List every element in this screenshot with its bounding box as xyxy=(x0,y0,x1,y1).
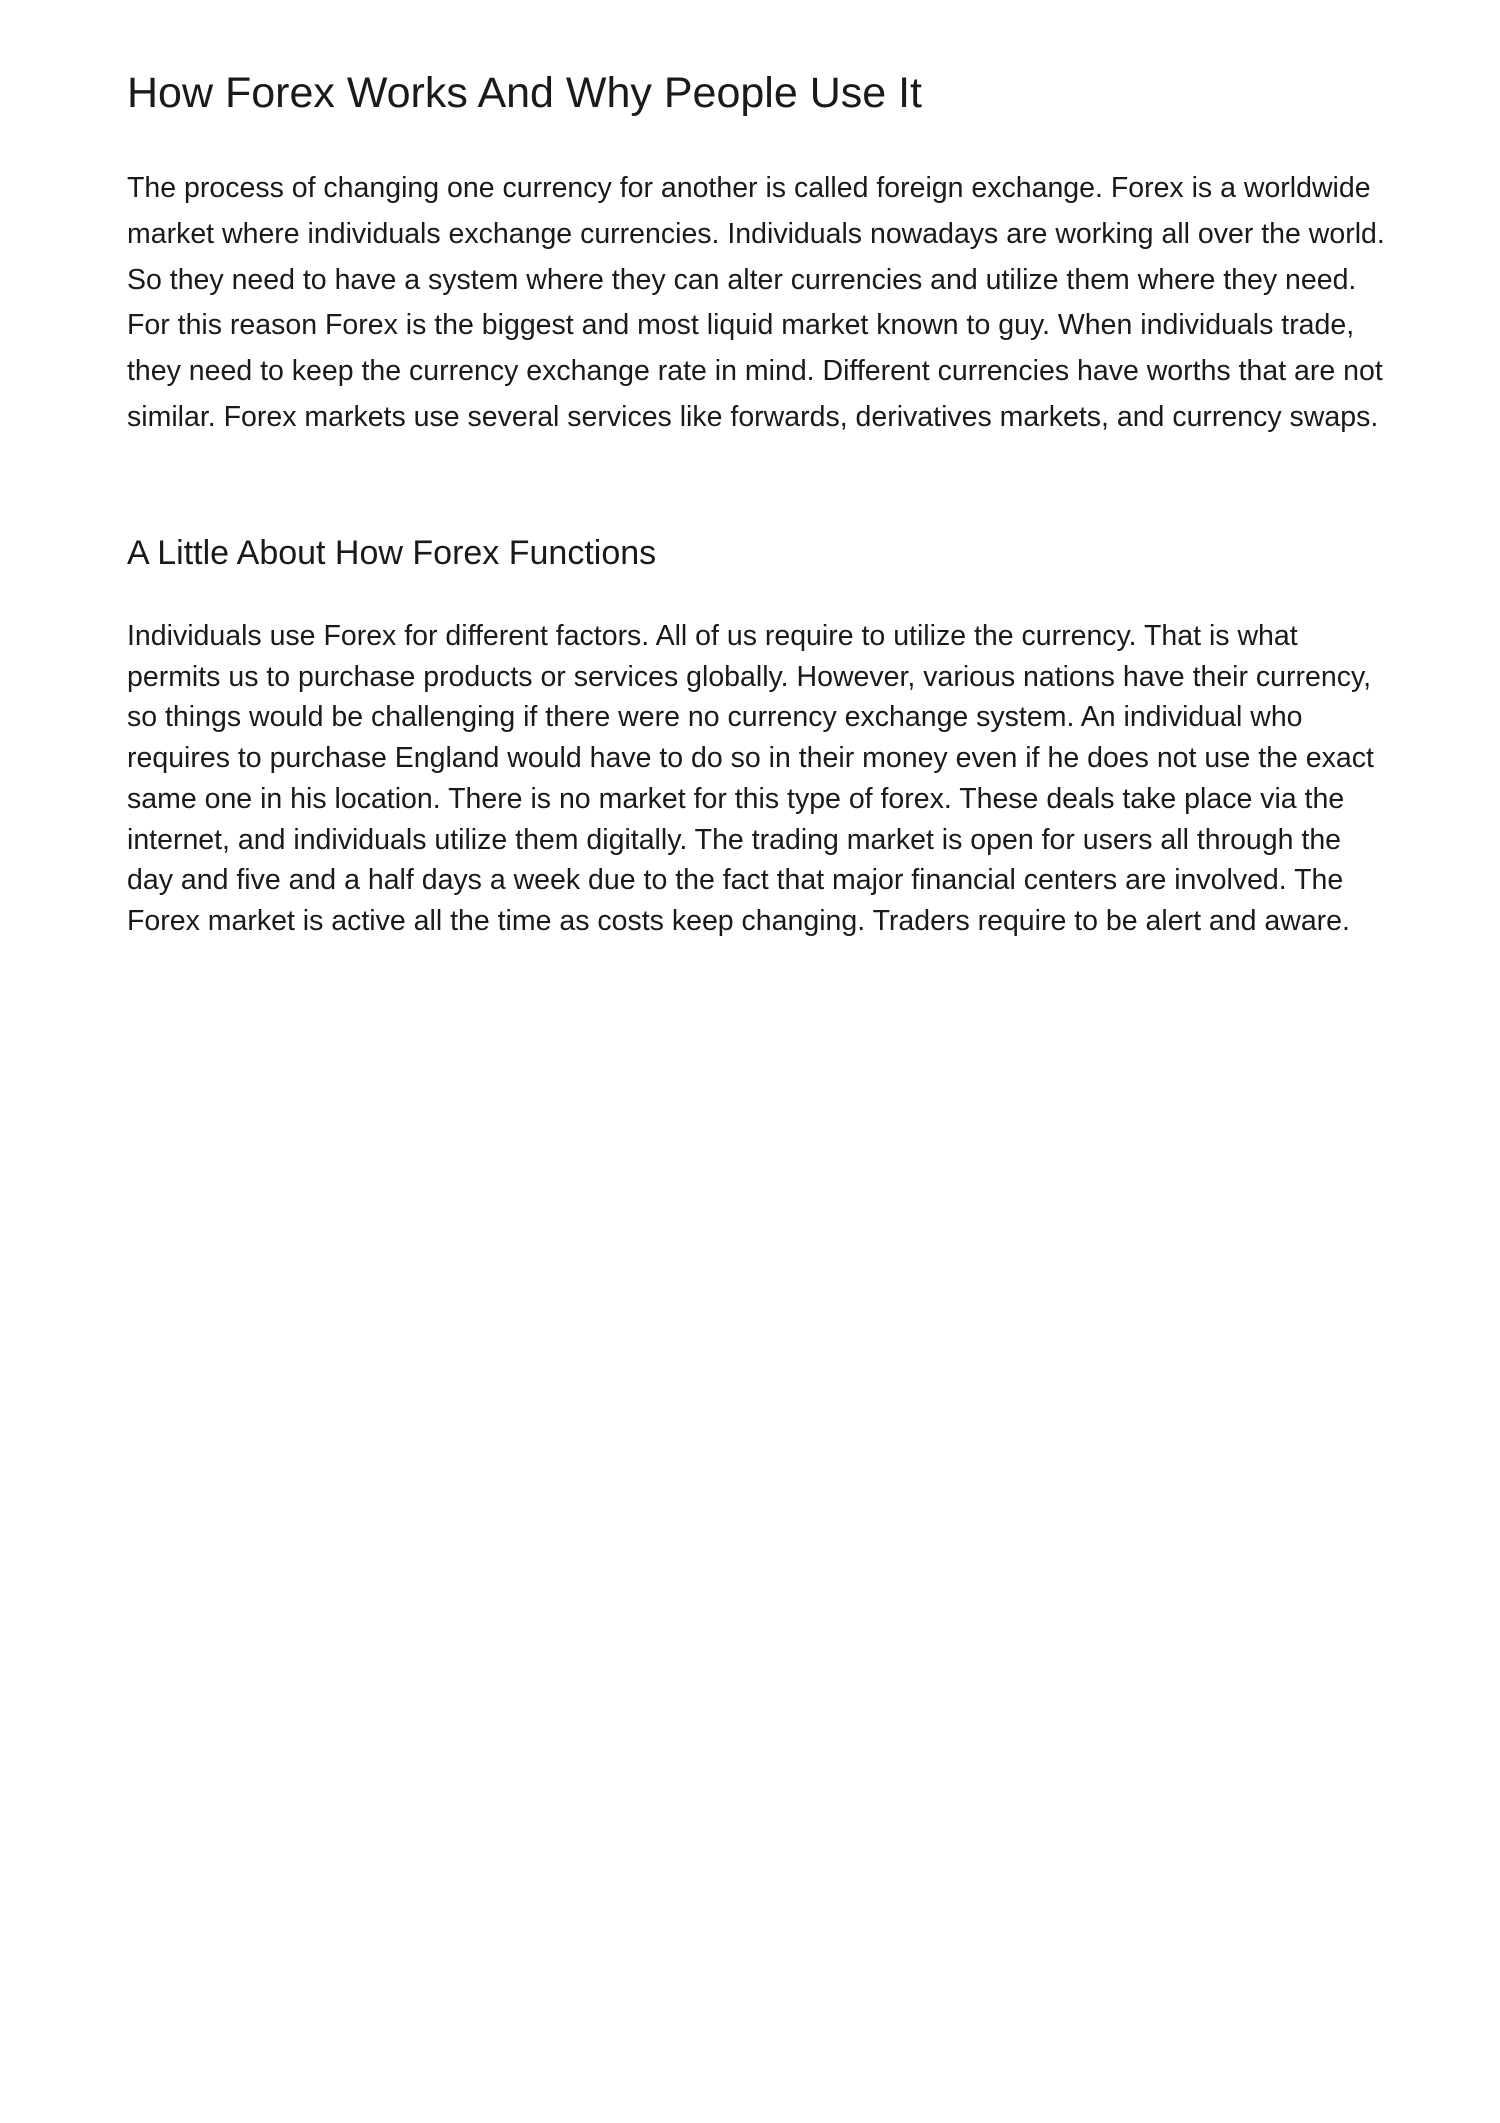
section-heading: A Little About How Forex Functions xyxy=(127,534,657,572)
section-paragraph: Individuals use Forex for different factors. All of us require to utilize the currency. That is what permits us to purchase products or services globally. However, various nations have their currency, so things would be challenging if there were no currency exchange system. An individual who requires to purchase England would have to do so in their money even if he does not use the exact same one in his location. There is no market for this type of forex. These deals take place via the internet, and individuals utilize them digitally. The trading market is open for users all through the day and five and a half days a week due to the fact that major financial centers are involved. The Forex market is active all the time as costs keep changing. Traders require to be alert and aware. xyxy=(127,620,1374,937)
document-title: How Forex Works And Why People Use It xyxy=(127,69,922,117)
intro-paragraph: The process of changing one currency for another is called foreign exchange. Forex is a worldwide market where individuals exchange currencies. Individuals nowadays are working all over the world. So they need to have a system where they can alter currencies and utilize them where they need. For this reason Forex is the biggest and most liquid market known to guy. When individuals trade, they need to keep the currency exchange rate in mind. Different currencies have worths that are not similar. Forex markets use several services like forwards, derivatives markets, and currency swaps. xyxy=(127,172,1385,433)
